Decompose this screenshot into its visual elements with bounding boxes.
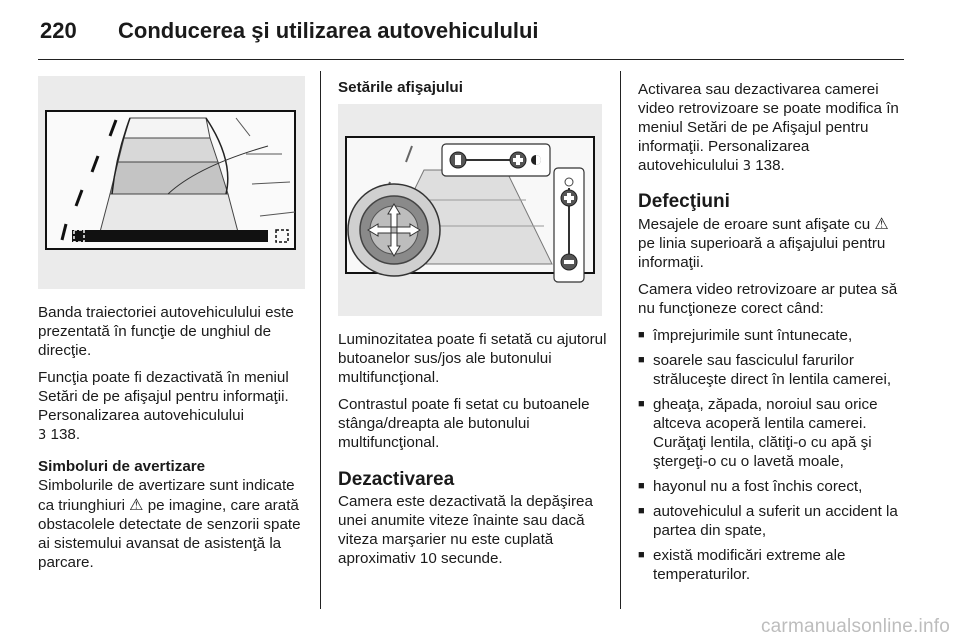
brightness-paragraph: Luminozitatea poate fi setată cu ajutorul butoanelor sus/jos ale butonului multifuncţional.: [338, 331, 607, 386]
display-settings-graphic: [338, 104, 602, 316]
column-divider-1: [320, 71, 321, 609]
header-divider: [38, 59, 904, 60]
warning-triangle-icon: ⚠: [129, 495, 144, 514]
deactivation-paragraph: Camera este dezactivată la depăşirea unei anumite viteze înainte sau dacă viteza marşarier nu este cuplată aproximativ 10 secunde.: [338, 493, 593, 567]
deactivation-heading: Dezactivarea: [338, 469, 455, 490]
trajectory-lane-illustration: [38, 76, 305, 289]
contrast-paragraph: Contrastul poate fi setat cu butoanele stânga/dreapta ale butonului multifuncţional.: [338, 396, 590, 451]
error-messages-paragraph: Mesajele de eroare sunt afişate cu ⚠ pe linia superioară a afişajului pentru informaţii.: [638, 214, 889, 271]
activation-paragraph: Activarea sau dezactivarea camerei video retrovizoare se poate modifica în meniul Setări de pe Afişajul pentru informaţii. Personalizarea autovehiculului 3 138.: [638, 81, 899, 174]
page-reference-number[interactable]: 138.: [751, 157, 785, 174]
list-item: ■ există modificări extreme ale temperaturilor.: [638, 546, 906, 584]
page-title: Conducerea şi utilizarea autovehiculului: [118, 18, 539, 43]
list-item: ■ hayonul nu a fost închis corect,: [638, 477, 906, 496]
deactivate-paragraph: Funcţia poate fi dezactivată în meniul Setări de pe afişajul pentru informaţii. Personalizarea autovehiculului 3 138.: [38, 369, 289, 443]
list-item: ■ autovehiculul a suferit un accident la partea din spate,: [638, 502, 906, 540]
warning-triangle-icon: ⚠: [874, 214, 889, 233]
column-left: [38, 303, 306, 580]
warning-symbols-paragraph: Simbolurile de avertizare sunt indicate ca triunghiuri ⚠ pe imagine, care arată obstacolele detectate de senzorii spate ai sistemului avansat de asistenţă la parcare.: [38, 477, 301, 571]
conditions-list: [638, 326, 906, 584]
list-item: ■ împrejurimile sunt întunecate,: [638, 326, 906, 345]
warning-symbols-heading: Simboluri de avertizare: [38, 458, 206, 475]
faults-heading: Defecţiuni: [638, 191, 730, 212]
display-settings-illustration: [338, 104, 602, 316]
camera-conditions-intro: Camera video retrovizoare ar putea să nu funcţioneze corect când:: [638, 281, 898, 317]
list-item: ■ soarele sau fasciculul farurilor străluceşte direct în lentila camerei,: [638, 351, 906, 389]
display-settings-heading: Setările afişajului: [338, 79, 463, 96]
page-number: 220: [40, 18, 77, 43]
trajectory-lane-graphic: [38, 76, 305, 289]
column-right: [638, 80, 906, 590]
figure-caption: Banda traiectoriei autovehiculului este prezentată în funcţie de unghiul de direcţie.: [38, 304, 294, 359]
page-reference-icon: 3: [38, 428, 47, 443]
column-middle: [338, 330, 608, 576]
watermark: carmanualsonline.info: [760, 616, 950, 637]
page-reference-icon: 3: [742, 159, 751, 174]
page-reference-number[interactable]: 138.: [46, 426, 81, 443]
page-header: [38, 12, 904, 48]
column-divider-2: [620, 71, 621, 609]
list-item: ■ gheaţa, zăpada, noroiul sau orice altceva acoperă lentila camerei. Curăţaţi lentila, clătiţi-o cu apă şi ştergeţi-o cu o lavetă moale,: [638, 395, 906, 471]
